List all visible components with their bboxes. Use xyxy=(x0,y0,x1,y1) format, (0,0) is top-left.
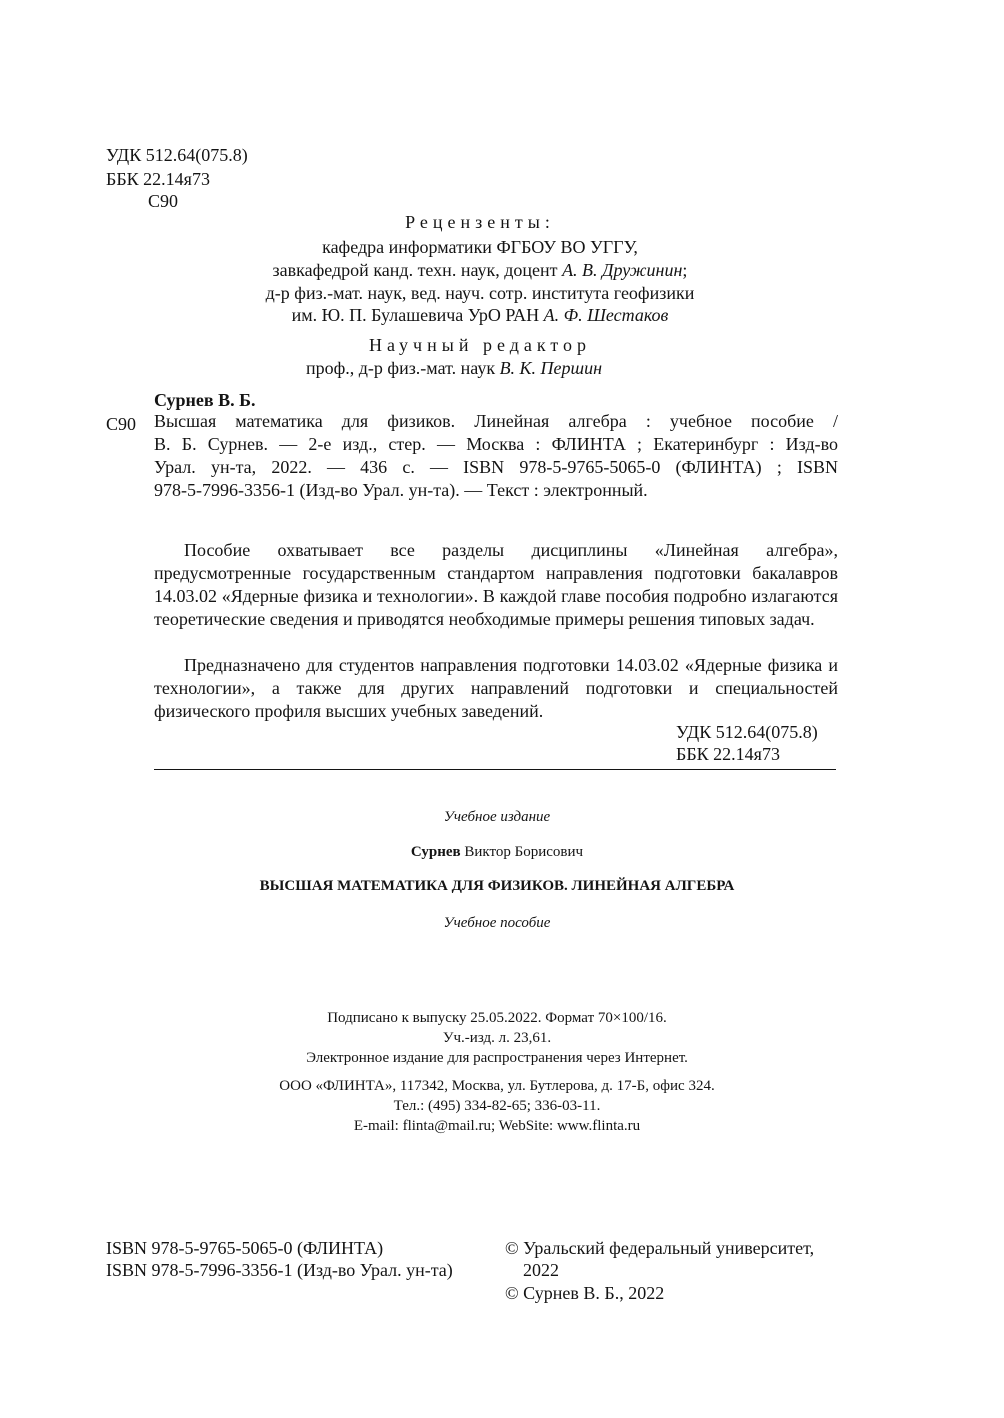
imprint-author xyxy=(0,845,994,860)
imprint-author-name: Виктор Борисович xyxy=(460,844,584,860)
editor-prefix: проф., д-р физ.-мат. наук xyxy=(305,358,500,378)
editor-line xyxy=(154,359,754,377)
catalog-line-2: В. Б. Сурнев. — 2-е изд., стер. — Москва : ФЛИНТА ; Екатеринбург : Изд-во xyxy=(154,434,838,454)
reviewers-line-1: кафедра информатики ФГБОУ ВО УГГУ, xyxy=(322,237,638,257)
distribution-line: Электронное издание для распространения через Интернет. xyxy=(306,1050,688,1066)
sheets-line: Уч.-изд. л. 23,61. xyxy=(442,1030,552,1046)
imprint-author-surname: Сурнев xyxy=(410,844,461,860)
reviewers-line-2-prefix: завкафедрой канд. техн. наук, доцент xyxy=(272,260,563,280)
reviewers-line-3: д-р физ.-мат. наук, вед. науч. сотр. института геофизики xyxy=(265,283,695,303)
publisher-line: ООО «ФЛИНТА», 117342, Москва, ул. Бутлерова, д. 17-Б, офис 324. xyxy=(279,1078,715,1094)
phone-line: Тел.: (495) 334-82-65; 336-03-11. xyxy=(393,1098,601,1114)
reviewers-line-2-suffix: ; xyxy=(682,260,688,280)
reviewer-name-1: А. В. Дружинин xyxy=(562,260,683,280)
header-bbk: ББК 22.14я73 xyxy=(106,169,210,189)
section-divider xyxy=(154,769,836,770)
catalog-line-1: Высшая математика для физиков. Линейная алгебра : учебное пособие / xyxy=(154,411,838,431)
copyright-university: © Уральский федеральный университет, xyxy=(505,1238,815,1258)
annotation-paragraph-2: Предназначено для студентов направления подготовки 14.03.02 «Ядерные физика и технологии», а также для других направлений подготовки и специальностей физического профиля высших учебных заведений. xyxy=(154,655,838,721)
header-code: С90 xyxy=(148,191,179,211)
catalog-author: Сурнев В. Б. xyxy=(154,390,256,410)
catalog-line-3: Урал. ун-та, 2022. — 436 с. — ISBN 978-5-9765-5065-0 (ФЛИНТА) ; ISBN xyxy=(154,457,838,477)
reviewers-line-4 xyxy=(180,306,780,324)
reviewers-line-4-prefix: им. Ю. П. Булашевича УрО РАН xyxy=(291,305,544,325)
reviewers-title: Рецензенты: xyxy=(405,212,555,232)
edition-type: Учебное издание xyxy=(443,809,551,825)
catalog-line-4: 978-5-7996-3356-1 (Изд-во Урал. ун-та). — Текст : электронный. xyxy=(154,480,648,500)
catalog-description xyxy=(154,410,838,502)
contacts-line: E-mail: flinta@mail.ru; WebSite: www.flinta.ru xyxy=(353,1118,641,1134)
copyright-author: © Сурнев В. Б., 2022 xyxy=(505,1283,665,1303)
isbn-ural: ISBN 978-5-7996-3356-1 (Изд-во Урал. ун-та) xyxy=(106,1260,453,1280)
editor-title: Научный редактор xyxy=(368,335,592,355)
header-udk: УДК 512.64(075.8) xyxy=(106,145,248,165)
annotation-udk: УДК 512.64(075.8) xyxy=(676,722,818,742)
imprint-title: ВЫСШАЯ МАТЕМАТИКА ДЛЯ ФИЗИКОВ. ЛИНЕЙНАЯ АЛГЕБРА xyxy=(259,878,735,894)
signed-line: Подписано к выпуску 25.05.2022. Формат 70×100/16. xyxy=(327,1010,667,1026)
reviewers-line-2 xyxy=(180,261,780,279)
catalog-code: С90 xyxy=(106,414,137,434)
copyright-university-year: 2022 xyxy=(523,1260,559,1280)
reviewer-name-2: А. Ф. Шестаков xyxy=(543,305,669,325)
annotation-bbk: ББК 22.14я73 xyxy=(676,744,780,764)
editor-name: В. К. Першин xyxy=(499,358,603,378)
isbn-flinta: ISBN 978-5-9765-5065-0 (ФЛИНТА) xyxy=(106,1238,384,1258)
imprint-subtitle: Учебное пособие xyxy=(443,915,551,931)
annotation-paragraph-1: Пособие охватывает все разделы дисциплины «Линейная алгебра», предусмотренные государственным стандартом направления подготовки бакалавров 14.03.02 «Ядерные физика и технологии». В каждой главе пособия подробно излагаются теоретические сведения и приводятся необходимые примеры решения типовых задач. xyxy=(154,540,838,629)
